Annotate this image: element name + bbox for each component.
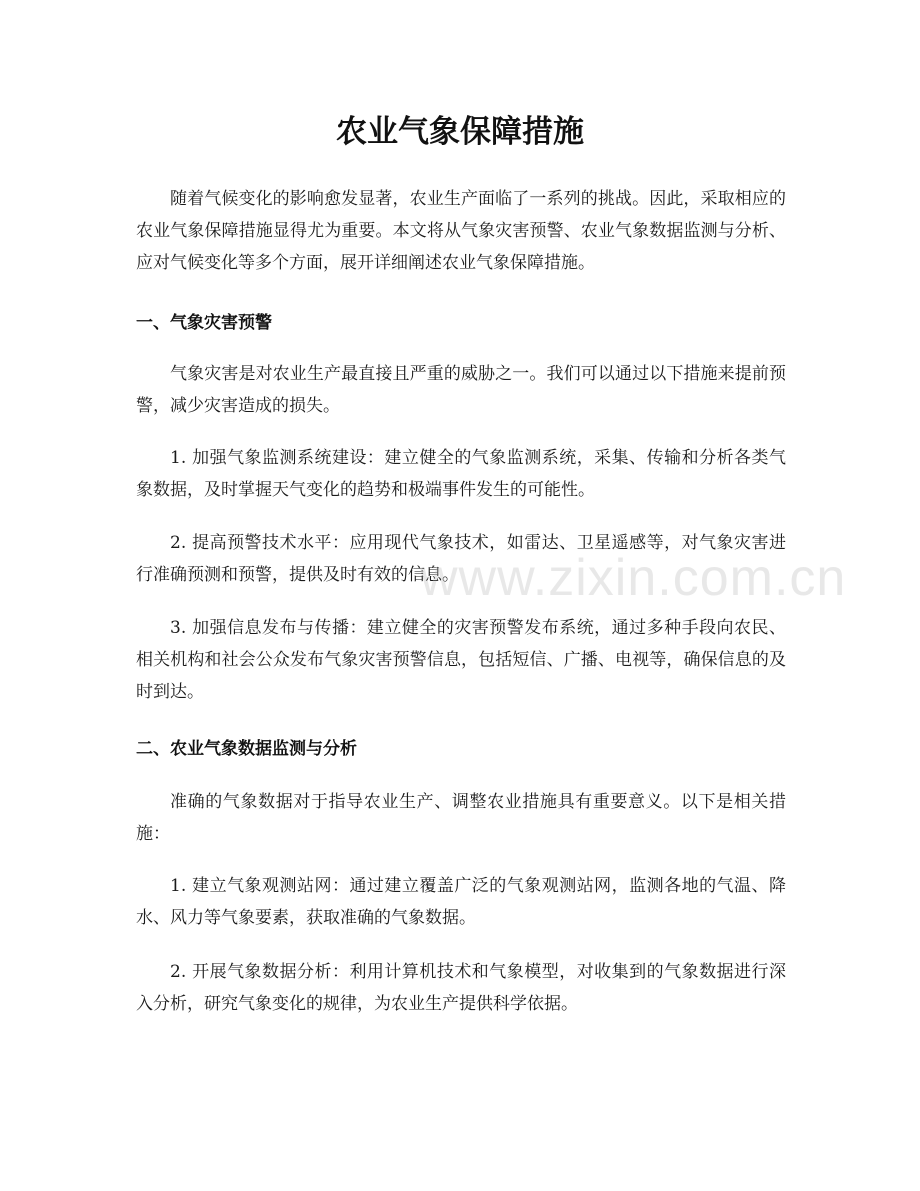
section2-item-2: 2. 开展气象数据分析：利用计算机技术和气象模型，对收集到的气象数据进行深入分析，研究气象变化的规律，为农业生产提供科学依据。 — [136, 962, 786, 1014]
section1-item-1: 1. 加强气象监测系统建设：建立健全的气象监测系统，采集、传输和分析各类气象数据，及时掌握天气变化的趋势和极端事件发生的可能性。 — [136, 448, 786, 500]
intro-paragraph: 随着气候变化的影响愈发显著，农业生产面临了一系列的挑战。因此，采取相应的农业气象保障措施显得尤为重要。本文将从气象灾害预警、农业气象数据监测与分析、应对气候变化等多个方面，展开详细阐述农业气象保障措施。 — [136, 189, 786, 273]
section2-lead-paragraph: 准确的气象数据对于指导农业生产、调整农业措施具有重要意义。以下是相关措施： — [136, 792, 786, 844]
section1-item-2: 2. 提高预警技术水平：应用现代气象技术，如雷达、卫星遥感等，对气象灾害进行准确预测和预警，提供及时有效的信息。 — [136, 533, 786, 585]
document-title: 农业气象保障措施 — [336, 114, 584, 150]
section1-item-3: 3. 加强信息发布与传播：建立健全的灾害预警发布系统，通过多种手段向农民、相关机构和社会公众发布气象灾害预警信息，包括短信、广播、电视等，确保信息的及时到达。 — [136, 618, 786, 702]
section1-lead-paragraph: 气象灾害是对农业生产最直接且严重的威胁之一。我们可以通过以下措施来提前预警，减少灾害造成的损失。 — [136, 364, 786, 416]
section2-item-1: 1. 建立气象观测站网：通过建立覆盖广泛的气象观测站网，监测各地的气温、降水、风力等气象要素，获取准确的气象数据。 — [136, 876, 786, 928]
section-heading-data-monitoring: 二、农业气象数据监测与分析 — [136, 739, 357, 759]
watermark-text: www.zixin.com.cn — [420, 549, 847, 607]
section-heading-disaster-warning: 一、气象灾害预警 — [136, 313, 272, 333]
